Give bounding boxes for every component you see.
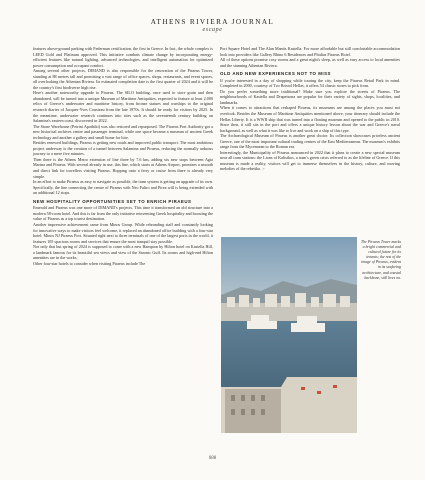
paragraph: Besides renewed buildings, Piraeus is getting new roads and improved public transport. The most ambitious project underway is the creation of a tunnel between Salamina and Piraeus, reducing the normally arduous journey to a mere five minutes. bbox=[33, 140, 213, 157]
masthead bbox=[0, 18, 425, 33]
paragraph bbox=[220, 150, 400, 172]
paragraph: The Stone Warehouse (Petrini Apothiki) was also restored and repurposed. The Piraeus Port Authority got a new historical archives centre and passenger terminal, while one space became a museum of ancient Greek technology and another a gallery and small home for hire. bbox=[33, 123, 213, 140]
paragraph: If you're interested in a day of shopping while touring the city, keep the Piraeus Retail Park in mind. Completed in 2000, courtesy of Tzo Bristol Hellas, it offers 54 classic stores to pick from. bbox=[220, 77, 400, 89]
paragraph: Emerald and Piraeus was one more of DIMAND's projects. This time it transformed an old structure into a modern 58-room hotel. And this is far from the only initiative reinventing Greek hospitality and boosting the value of Piraeus as a top tourist destination. bbox=[33, 205, 213, 222]
left-column bbox=[33, 46, 213, 266]
section-heading: NEW HOSPITALITY OPPORTUNITIES SET TO ENRICH PIRAEUS bbox=[33, 198, 192, 204]
paragraph: Here's another noteworthy upgrade to Piraeus. The SILO building, once used to store grain and then abandoned, will be turned into a unique Museum of Maritime Antiquities, expected to feature at least 2,000 relics of Greece's underwater and maritime history, from bronze statues and warships to the original research diaries of Jacques-Yves Cousteau from the late 1970s. It should be ready for visitors by 2025. In the meantime, underwater research continues into sites such as the seventeenth century building on Salamina's eastern coast, discovered in 2022. bbox=[33, 90, 213, 124]
paragraph: Do you prefer something more traditional? Make sure you explore the streets of Piraeus. The neighbourhoods of Kastella and Drapetsona are popular for their variety of sights, shops, localities, and landmarks. bbox=[220, 88, 400, 105]
harbour-photo bbox=[221, 237, 357, 433]
section-label: escape bbox=[202, 27, 223, 33]
publication-title: ATHENS RIVIERA JOURNAL bbox=[150, 18, 275, 26]
paragraph: Then there is the Athens Metro extension of line three by 7.6 km, adding six new stops between Agia Marina and Piraeus. With several already in use, this line, which starts at Athens Airport, promises a smooth and direct link for travellers visiting Piraeus. Hopping onto a ferry or cruise from there is already very simple. bbox=[33, 156, 213, 179]
page-number: 088 bbox=[208, 456, 217, 461]
paragraph: In an effort to make Piraeus as easy to navigate as possible, the tram system is getting an upgrade of its own. Specifically, the line connecting the centre of Piraeus with Neo Faliro and Pirea will is being extended with an additional 12 stops. bbox=[33, 179, 213, 196]
paragraph-text: Interestingly, the Municipality of Piraeus announced in 2022 that it plans to create a new special museum near all tram stations: the Lions of Kaltsikos, a tram's green crisis referred to as the lifeline of Greece. If this museum is made a reality, visitors will get to immerse themselves in the history, culture, and moving melodies of the rebetiko. bbox=[220, 149, 400, 172]
harbour-image bbox=[221, 237, 357, 433]
continue-arrow-icon: > bbox=[262, 166, 265, 172]
paragraph: Among several other projects, DIMAND is also responsible for the renovation of the Piraeus Tower, standing at 88 metres tall and promising a vast range of office spaces, shops, restaurants, and event spaces, all overlooking the Athenian Riviera. Its estimated completion date is the first quarter of 2024 and it will be the country's first biodiverse high rise. bbox=[33, 68, 213, 90]
right-column bbox=[220, 46, 400, 172]
paragraph: When it comes to attractions that reshaped Piraeus, its museums are among the places you must not overlook. Besides the Museum of Maritime Antiquities mentioned above, your itinerary should include the Hellas Liberty. It is a WWII ship that was turned into a floating museum and opened to the public in 2010. Since then, it still sits in the port and offers a unique history lesson about the war and Greece's naval background, as well as what it was like to live and work on a ship of this type. bbox=[220, 105, 400, 133]
paragraph: Other four-star hotels to consider when visiting Piraeus include The bbox=[33, 260, 146, 266]
paragraph: Not only that but spring of 2024 is supposed to come with a new Hampton by Hilton hotel on Kastella Hill, a landmark famous for its beautiful sea views and view of the Saronic Gulf. Its rooms and high-end Hilton amenities are in the works. bbox=[33, 244, 213, 261]
paragraph: features above-ground parking with Federman certification, the first in Greece. In fact, the whole complex is LEED Gold and Platinum approved. This initiative combats climate change by incorporating energy-efficient features like natural lighting, advanced technologies, and intelligent automation for optimized power consumption and occupant comfort. bbox=[33, 46, 213, 68]
paragraph: The Archaeological Museum of Piraeus is another great choice. Its collection showcases priceless ancient Greece, one of the most important cultural trading centres of the East Mediterranean. The museum's exhibits range from the Mycenaean to the Roman era. bbox=[220, 133, 400, 150]
paragraph: All of these options promise cosy rooms and a great night's sleep, as well as easy access to local amenities and the stunning Athenian Riviera. bbox=[220, 57, 400, 68]
paragraph: Another impressive achievement came from Minos Group. While rebranding staff and constantly looking for innovative ways to make visitors feel welcome, it replaced an abandoned office building with a four-star hotel: Minos NJ Piraeus Port. Situated right next to three terminals of one of the largest ports in the world, it features 105 spacious rooms and services that ensure the most tranquil stay possible. bbox=[33, 221, 213, 244]
paragraph: Port Square Hotel and The Alan Mantis Kastella. For more affordable but still comfortable accommodation look into providers like Gallery Rhino 6 Residences and Phidias Piraeus Hotel. bbox=[220, 46, 400, 57]
photo-caption: The Piraeus Tower marks a bright commercial and cultural future for its tenants; the rest of the image of Piraeus, evident in its seafaring architecture, and coastal backbone, still lives on. bbox=[361, 240, 401, 280]
section-heading: OLD AND NEW EXPERIENCES NOT TO MISS bbox=[220, 71, 331, 77]
